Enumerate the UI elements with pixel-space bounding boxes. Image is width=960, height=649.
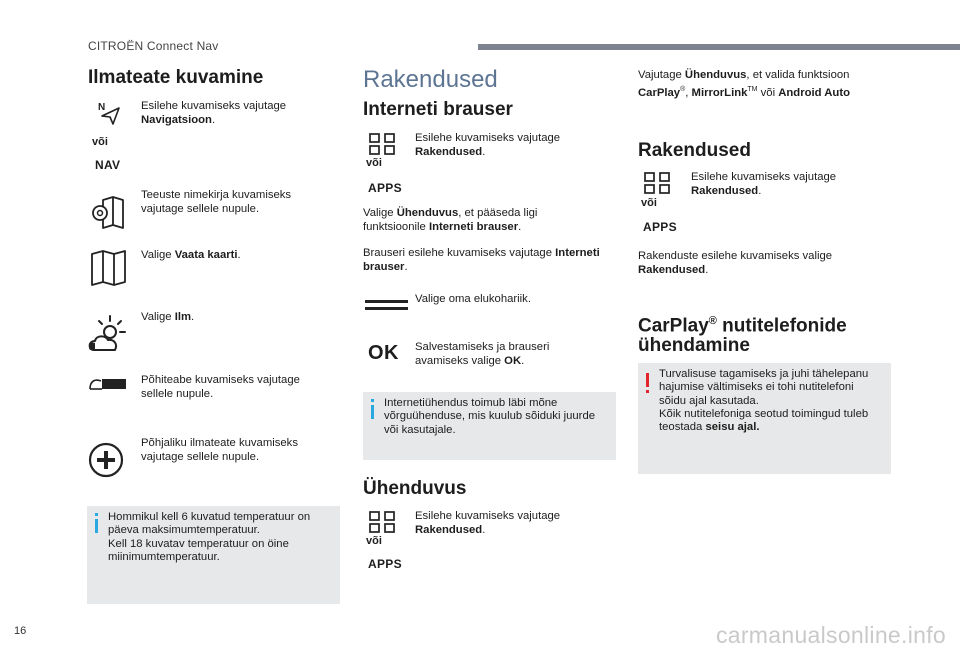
instruction-text: Esilehe kuvamiseks vajutage Navigatsioon. [141, 100, 287, 126]
instruction-text: Valige oma elukohariik. [415, 293, 531, 305]
subheading-internet-browser: Interneti brauser [363, 99, 513, 120]
warning-note [638, 363, 891, 474]
instruction-text: Teeuste nimekirja kuvamiseks vajutage sellele nupule. [141, 189, 292, 215]
section-heading-weather: Ilmateate kuvamine [88, 67, 264, 88]
running-header: CITROËN Connect Nav [88, 39, 219, 53]
basic-info-icon [88, 377, 128, 391]
or-label: või [366, 157, 382, 169]
map-settings-icon [88, 196, 130, 230]
page-number: 16 [14, 625, 27, 637]
weather-icon [86, 313, 128, 353]
apps-grid-icon [366, 511, 400, 533]
instruction-text: Valige Ilm. [141, 311, 195, 323]
header-bar [478, 44, 960, 50]
paragraph: Rakenduste esilehe kuvamiseks valige Rakendused. [638, 250, 833, 276]
svg-text:N: N [98, 102, 106, 113]
nav-key: NAV [95, 158, 121, 172]
instruction-text: Esilehe kuvamiseks vajutage Rakendused. [415, 132, 561, 158]
instruction-text: Esilehe kuvamiseks vajutage Rakendused. [415, 510, 561, 536]
apps-key: APPS [368, 557, 402, 571]
or-label: või [641, 197, 657, 209]
paragraph: Valige Ühenduvus, et pääseda ligi funktsioonile Interneti brauser. [363, 207, 538, 233]
subheading-carplay: CarPlay® nutitelefonide ühendamine [638, 315, 847, 357]
section-heading-apps: Rakendused [363, 66, 498, 93]
warning-icon [646, 373, 649, 387]
or-label: või [92, 136, 108, 148]
input-field-icon [364, 299, 410, 311]
instruction-text: Esilehe kuvamiseks vajutage Rakendused. [691, 171, 837, 197]
paragraph: Vajutage Ühenduvus, et valida funktsioon CarPlay®, MirrorLink™ või Android Auto [638, 69, 850, 99]
apps-grid-icon [641, 172, 675, 194]
navigation-arrow-icon [88, 100, 124, 126]
note-text: Internetiühendus toimub läbi mõne võrguühenduse, mis kuulub sõiduki juurde või kasutajale. [384, 397, 596, 436]
instruction-text: Salvestamiseks ja brauseri avamiseks valige OK. [415, 341, 550, 367]
apps-grid-icon [366, 133, 400, 155]
or-label: või [366, 535, 382, 547]
instruction-text: Põhiteabe kuvamiseks vajutage sellele nupule. [141, 374, 300, 400]
details-plus-icon [87, 441, 125, 479]
apps-key: APPS [368, 181, 402, 195]
note-text: Turvalisuse tagamiseks ja juhi tähelepanu hajumise vältimiseks ei tohi nutitelefoni sõidu ajal kasutada. Kõik nutitelefoniga seotud toimingud tuleb teostada seisu ajal. [659, 368, 869, 434]
watermark: carmanualsonline.info [715, 622, 946, 648]
instruction-text: Valige Vaata kaarti. [141, 249, 241, 261]
section-heading-apps-2: Rakendused [638, 140, 751, 161]
apps-key: APPS [643, 220, 677, 234]
info-icon [371, 405, 374, 419]
note-text: Hommikul kell 6 kuvatud temperatuur on päeva maksimumtemperatuur. Kell 18 kuvatav temperatuur on öine miinimumtemperatuur. [108, 511, 311, 563]
info-icon [95, 519, 98, 533]
ok-key: OK [368, 342, 399, 364]
instruction-text: Põhjaliku ilmateate kuvamiseks vajutage sellele nupule. [141, 437, 298, 463]
map-icon [88, 250, 130, 286]
paragraph: Brauseri esilehe kuvamiseks vajutage Interneti brauser. [363, 247, 600, 273]
info-note [363, 392, 616, 460]
info-note [87, 506, 340, 604]
subheading-connectivity: Ühenduvus [363, 478, 467, 499]
